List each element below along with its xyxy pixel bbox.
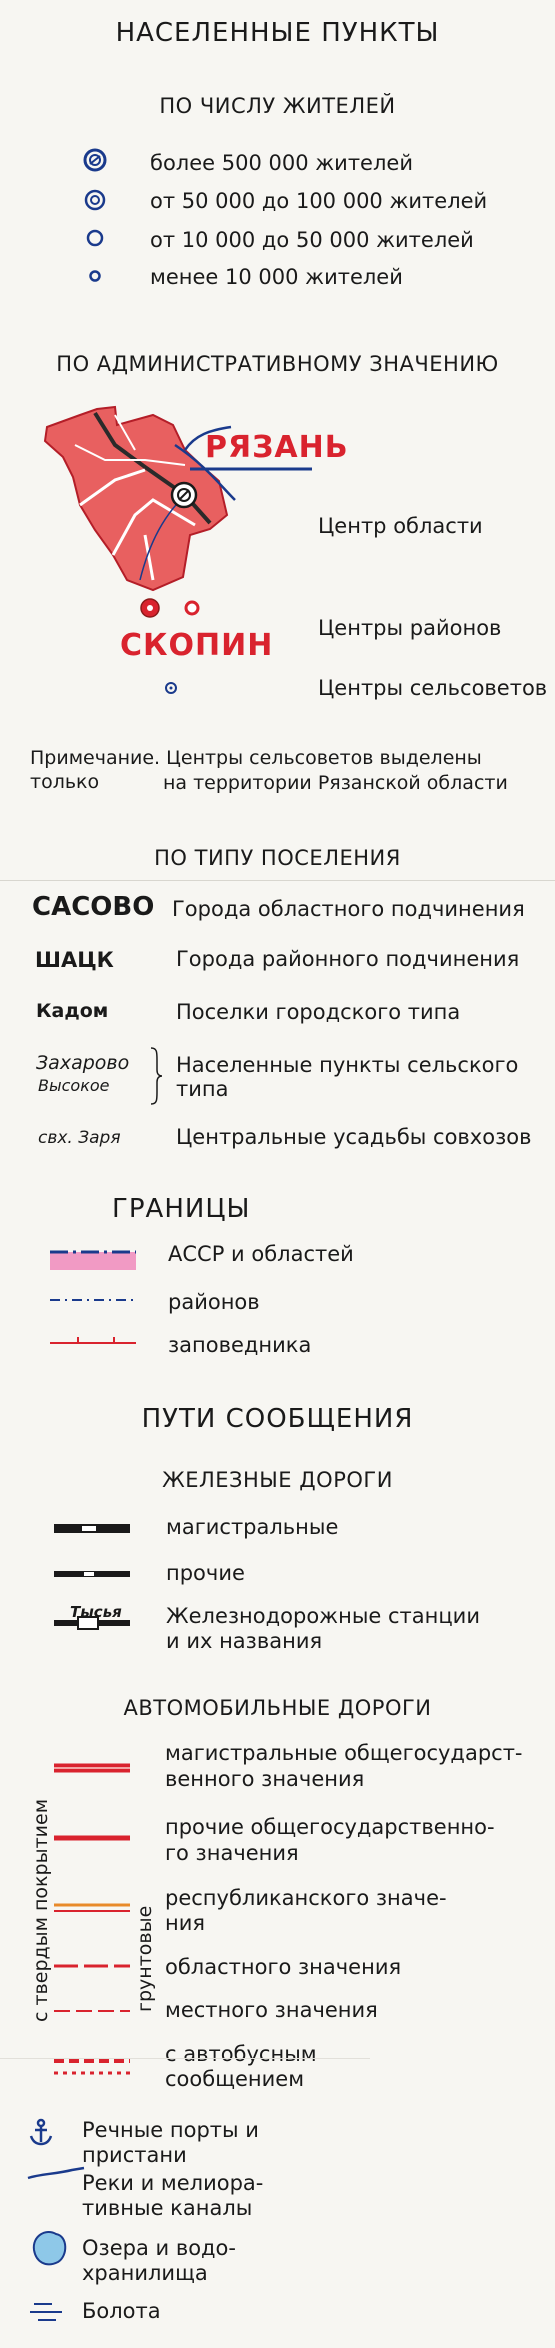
symbol-50k-100k-icon: [86, 191, 104, 209]
heading-railways: ЖЕЛЕЗНЫЕ ДОРОГИ: [162, 1468, 393, 1492]
anchor-icon: [31, 2120, 51, 2144]
hydro-item-1-line1: Речные порты и: [82, 2118, 259, 2142]
type-desc: Населенные пункты сельского: [176, 1053, 519, 1077]
railway-station-line1: Железнодорожные станции: [166, 1604, 480, 1628]
note-line-2: на территории Рязанской области: [163, 772, 508, 794]
road-side-label-paved: с твердым покрытием: [30, 1798, 52, 2022]
hydro-symbols: [28, 2118, 78, 2346]
brace-icon: [148, 1046, 164, 1106]
railway-station-sample: Тысья: [70, 1603, 122, 1621]
type-sample-sovkhoz: свх. Заря: [38, 1128, 121, 1148]
population-item: от 50 000 до 100 000 жителей: [150, 189, 488, 213]
section-title-communications: ПУТИ СООБЩЕНИЯ: [141, 1404, 414, 1434]
road-item-1-line2: венного значения: [165, 1767, 365, 1791]
type-sample-district-town: ШАЦК: [35, 948, 114, 972]
admin-item-village-councils: Центры сельсоветов: [318, 676, 548, 700]
type-desc: типа: [176, 1077, 229, 1101]
road-item-6-line1: с автобусным: [165, 2042, 317, 2066]
type-desc: Города областного подчинения: [172, 897, 525, 921]
road-side-label-dirt: грунтовые: [134, 1905, 156, 2012]
note-line-1: Примечание. Центры сельсоветов выделены только: [30, 747, 482, 793]
type-sample-regional-town: САСОВО: [32, 892, 155, 922]
road-item-2-line2: го значения: [165, 1841, 299, 1865]
hydro-item-2-line1: Реки и мелиора-: [82, 2171, 264, 2195]
district-center-symbols: [135, 592, 205, 622]
road-item-2-line1: прочие общегосударственно-: [165, 1815, 495, 1839]
symbol-10k-50k-icon: [88, 231, 102, 245]
heading-roads: АВТОМОБИЛЬНЫЕ ДОРОГИ: [123, 1696, 432, 1720]
heading-by-admin: ПО АДМИНИСТРАТИВНОМУ ЗНАЧЕНИЮ: [56, 352, 499, 376]
heading-by-type: ПО ТИПУ ПОСЕЛЕНИЯ: [154, 846, 401, 870]
section-title-settlements: НАСЕЛЕННЫЕ ПУНКТЫ: [115, 18, 440, 48]
type-sample-rural-1: Захарово: [36, 1052, 130, 1074]
population-item: более 500 000 жителей: [150, 151, 413, 175]
road-bus-icon: [54, 2061, 130, 2073]
type-sample-rural-2: Высокое: [38, 1076, 110, 1095]
road-item-5: местного значения: [165, 1998, 378, 2022]
railway-other-icon: [54, 1571, 130, 1577]
type-desc: Города районного подчинения: [176, 947, 520, 971]
type-desc: Поселки городского типа: [176, 1000, 461, 1024]
section-divider: [0, 2058, 370, 2059]
border-reserve-icon: [50, 1337, 136, 1343]
railway-item: магистральные: [166, 1515, 339, 1539]
village-council-symbol-icon: [163, 680, 179, 696]
railway-item: прочие: [166, 1561, 245, 1585]
symbol-under-10k-icon: [91, 272, 100, 281]
city-underline: [190, 466, 312, 472]
road-item-1-line1: магистральные общегосударст-: [165, 1741, 523, 1765]
road-item-3-line2: ния: [165, 1911, 206, 1935]
hydro-item-4: Болота: [82, 2299, 161, 2323]
road-symbols: [52, 1760, 132, 2090]
type-sample-urban-settlement: Кадом: [36, 1000, 109, 1022]
heading-by-population: ПО ЧИСЛУ ЖИТЕЛЕЙ: [159, 94, 396, 118]
border-item: АССР и областей: [168, 1242, 354, 1266]
river-icon: [28, 2168, 84, 2178]
admin-item-district-centers: Центры районов: [318, 616, 502, 640]
hydro-item-1-line2: пристани: [82, 2143, 187, 2167]
lake-icon: [34, 2232, 65, 2264]
road-republican-icon: [54, 1905, 130, 1911]
road-item-4: областного значения: [165, 1955, 402, 1979]
border-item: районов: [168, 1290, 260, 1314]
railway-main-icon: [54, 1524, 130, 1533]
road-item-6-line2: сообщением: [165, 2067, 305, 2091]
hydro-item-3-line2: хранилища: [82, 2261, 208, 2285]
road-item-3-line1: республиканского значе-: [165, 1886, 447, 1910]
border-assr-region-icon: [50, 1252, 136, 1270]
section-divider: [0, 880, 555, 881]
railway-station-line2: и их названия: [166, 1629, 323, 1653]
type-desc: Центральные усадьбы совхозов: [176, 1125, 532, 1149]
hydro-item-3-line1: Озера и водо-: [82, 2236, 236, 2260]
border-item: заповедника: [168, 1333, 312, 1357]
admin-item-regional-center: Центр области: [318, 514, 483, 538]
swamp-icon: [30, 2304, 62, 2320]
symbol-over-500k-icon: [85, 150, 105, 170]
sample-city-regional-center: РЯЗАНЬ: [205, 430, 349, 465]
population-symbols: [80, 146, 110, 296]
hydro-item-2-line2: тивные каналы: [82, 2196, 253, 2220]
population-item: от 10 000 до 50 000 жителей: [150, 228, 474, 252]
population-item: менее 10 000 жителей: [150, 265, 403, 289]
sample-city-district-center: СКОПИН: [120, 628, 274, 663]
border-symbols: [48, 1244, 138, 1354]
section-title-borders: ГРАНИЦЫ: [112, 1194, 251, 1224]
